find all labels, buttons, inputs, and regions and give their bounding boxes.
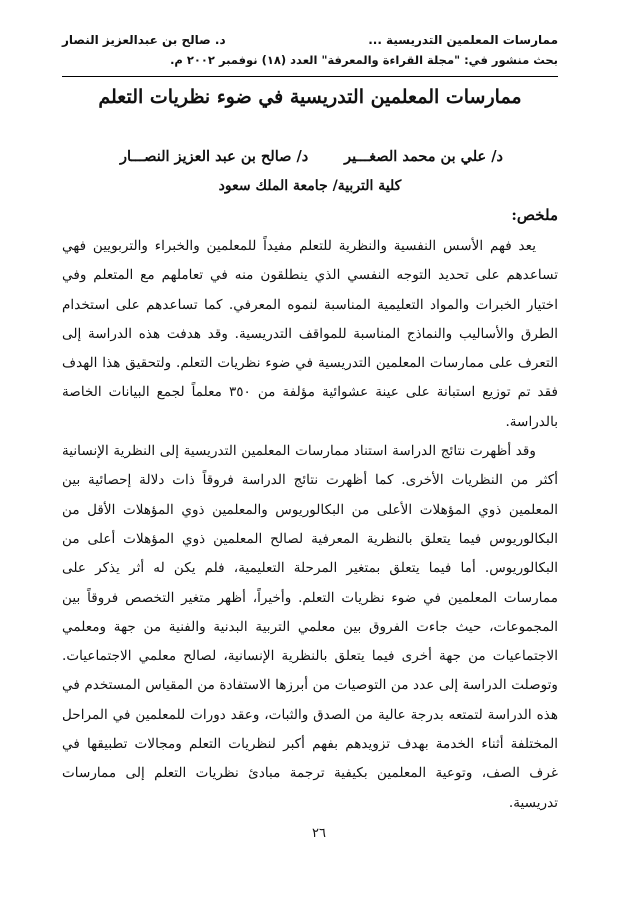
abstract-paragraph-1: يعد فهم الأسس النفسية والنظرية للتعلم مفيداً للمعلمين والخبراء والتربويين فهي تساعدهم على تحديد التوجه النفسي الذي ينطلقون منه في تعاملهم مع المتعلم وفي اختيار الخبرات والمواد التعليمية المناسبة لنموه المعرفي. كما تساعدهم على استخدام الطرق والأساليب والنماذج المناسبة للمواقف التدريسية. وقد هدفت هذه الدراسة إلى التعرف على ممارسات المعلمين التدريسية في ضوء نظريات التعلم. ولتحقيق هذا الهدف فقد تم توزيع استبانة على عينة عشوائية مؤلفة من ٣٥٠ معلماً لجمع البيانات الخاصة بالدراسة. (62, 238, 558, 430)
header-rule (62, 76, 558, 77)
paper-title: ممارسات المعلمين التدريسية في ضوء نظريات التعلم (98, 86, 522, 108)
affiliation: كلية التربية/ جامعة الملك سعود (218, 178, 402, 194)
abstract-body (62, 232, 558, 818)
authors (120, 148, 503, 165)
running-title: ممارسات المعلمين التدريسية ... (368, 33, 558, 47)
running-author: د. صالح بن عبدالعزيز النصار (62, 33, 226, 47)
publication-note: بحث منشور في: "مجلة القراءة والمعرفة" العدد (١٨) نوفمبر ٢٠٠٢ م. (170, 53, 558, 67)
page-header (62, 30, 558, 78)
author-1: د/ علي بن محمد الصغـــير (344, 148, 503, 165)
header-row-publication (62, 50, 558, 70)
abstract-label: ملخص: (511, 206, 558, 224)
page-number: ٢٦ (312, 826, 326, 841)
abstract-paragraph-2: وقد أظهرت نتائج الدراسة استناد ممارسات المعلمين التدريسية إلى النظرية الإنسانية أكثر من النظريات الأخرى. كما أظهرت نتائج الدراسة فروقاً ذات دلالة إحصائية بين المعلمين ذوي المؤهلات الأعلى من البكالوريوس والمعلمين ذوي المؤهلات الأقل من البكالوريوس فيما يتعلق بالنظرية المعرفية لصالح المعلمين ذوي المؤهلات أعلى من البكالوريوس. أما فيما يتعلق بمتغير المرحلة التعليمية، فلم يكن له أثر يذكر على ممارسات المعلمين في ضوء نظريات التعلم. وأخيراً، أظهر متغير التخصص فروقاً بين المجموعات، حيث جاءت الفروق بين معلمي التربية البدنية والفنية من جهة ومعلمي الاجتماعيات من جهة أخرى فيما يتعلق بالنظرية الإنسانية، لصالح معلمي الاجتماعيات. وتوصلت الدراسة إلى عدد من التوصيات من أبرزها الاستفادة من المقياس المستخدم في هذه الدراسة لتمتعه بدرجة عالية من الصدق والثبات، وعقد دورات للمعلمين في المراحل المختلفة أثناء الخدمة بهدف تزويدهم بفهم أكبر لنظريات التعلم ومجالات تطبيقها في غرف الصف، وتوعية المعلمين بكيفية ترجمة مبادئ نظريات التعلم إلى ممارسات تدريسية. (62, 443, 558, 811)
author-2: د/ صالح بن عبد العزيز النصـــار (120, 148, 309, 165)
header-row (62, 30, 558, 50)
